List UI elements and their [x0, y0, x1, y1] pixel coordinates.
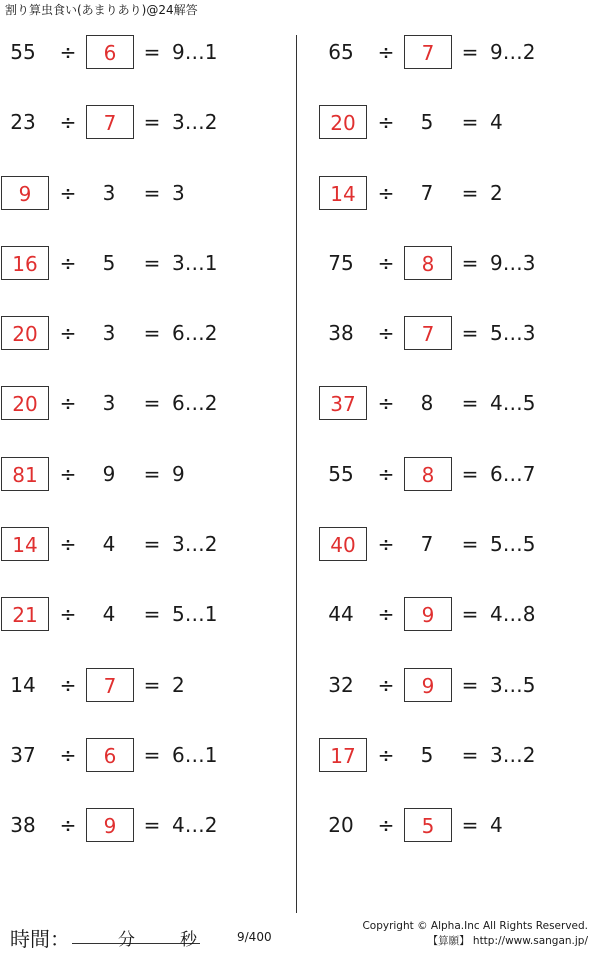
- quotient-remainder: 4…8: [490, 602, 536, 627]
- divide-sign: ÷: [377, 110, 395, 135]
- problem-row: [0, 158, 282, 228]
- divide-sign: ÷: [377, 602, 395, 627]
- equals-sign: =: [461, 461, 479, 486]
- problem-row: [0, 790, 282, 860]
- quotient-remainder: 3…5: [490, 672, 536, 697]
- divide-sign: ÷: [59, 40, 77, 64]
- divisor: 4: [102, 602, 116, 627]
- problem-row: [318, 509, 600, 579]
- page-number: 9/400: [237, 930, 272, 944]
- divide-sign: ÷: [59, 461, 77, 486]
- dividend: 65: [328, 40, 354, 64]
- problem-row: [0, 509, 282, 579]
- quotient-remainder: 5…3: [490, 321, 536, 346]
- equals-sign: =: [143, 321, 161, 346]
- dividend: 23: [10, 110, 36, 135]
- dividend: 55: [328, 461, 354, 486]
- dividend: 55: [10, 40, 36, 64]
- problem-row: [318, 17, 600, 87]
- problem-row: [0, 650, 282, 720]
- equals-sign: =: [461, 250, 479, 275]
- divide-sign: ÷: [377, 742, 395, 767]
- equals-sign: =: [461, 742, 479, 767]
- divide-sign: ÷: [377, 250, 395, 275]
- dividend-answer-box: 14: [319, 176, 367, 210]
- equals-sign: =: [143, 250, 161, 275]
- equals-sign: =: [143, 180, 161, 205]
- equals-sign: =: [461, 672, 479, 697]
- dividend-answer-box: 9: [1, 176, 49, 210]
- equals-sign: =: [143, 110, 161, 135]
- divide-sign: ÷: [59, 110, 77, 135]
- quotient-remainder: 2: [172, 672, 185, 697]
- divisor-answer-box: 7: [86, 105, 134, 139]
- divide-sign: ÷: [59, 672, 77, 697]
- problem-row: [0, 298, 282, 368]
- problem-row: [0, 439, 282, 509]
- equals-sign: =: [461, 602, 479, 627]
- divisor-answer-box: 6: [86, 738, 134, 772]
- dividend-answer-box: 20: [1, 386, 49, 420]
- dividend-answer-box: 20: [319, 105, 367, 139]
- time-label: 時間：: [10, 927, 70, 951]
- dividend: 20: [328, 813, 354, 838]
- problem-row: [318, 368, 600, 438]
- dividend: 38: [328, 321, 354, 346]
- divisor-answer-box: 7: [404, 316, 452, 350]
- problem-row: [0, 720, 282, 790]
- divisor-answer-box: 9: [86, 808, 134, 842]
- quotient-remainder: 5…5: [490, 532, 536, 557]
- quotient-remainder: 9…3: [490, 250, 536, 275]
- dividend-answer-box: 17: [319, 738, 367, 772]
- dividend-answer-box: 14: [1, 527, 49, 561]
- left-column: [0, 17, 282, 861]
- divisor-answer-box: 8: [404, 246, 452, 280]
- divide-sign: ÷: [59, 180, 77, 205]
- quotient-remainder: 9…2: [490, 40, 536, 64]
- equals-sign: =: [461, 321, 479, 346]
- quotient-remainder: 6…1: [172, 742, 218, 767]
- divide-sign: ÷: [377, 391, 395, 416]
- problem-row: [318, 158, 600, 228]
- quotient-remainder: 6…2: [172, 391, 218, 416]
- divide-sign: ÷: [59, 532, 77, 557]
- divide-sign: ÷: [377, 672, 395, 697]
- divisor: 5: [420, 742, 434, 767]
- seconds-label: 秒: [180, 930, 197, 950]
- right-column: [318, 17, 600, 861]
- divisor-answer-box: 6: [86, 35, 134, 69]
- divisor: 3: [102, 180, 116, 205]
- dividend-answer-box: 20: [1, 316, 49, 350]
- equals-sign: =: [461, 532, 479, 557]
- minutes-label: 分: [118, 930, 135, 950]
- divisor: 4: [102, 532, 116, 557]
- site-link[interactable]: 【算願】 http://www.sangan.jp/: [427, 935, 588, 947]
- quotient-remainder: 3…2: [172, 532, 218, 557]
- problem-row: [318, 790, 600, 860]
- equals-sign: =: [143, 532, 161, 557]
- problem-row: [318, 579, 600, 649]
- divisor-answer-box: 9: [404, 668, 452, 702]
- equals-sign: =: [461, 180, 479, 205]
- problem-row: [0, 368, 282, 438]
- quotient-remainder: 3…2: [490, 742, 536, 767]
- equals-sign: =: [461, 40, 479, 64]
- column-divider: [296, 35, 297, 913]
- problem-row: [318, 439, 600, 509]
- equals-sign: =: [143, 40, 161, 64]
- divide-sign: ÷: [59, 321, 77, 346]
- dividend-answer-box: 40: [319, 527, 367, 561]
- equals-sign: =: [143, 813, 161, 838]
- divisor: 3: [102, 391, 116, 416]
- divide-sign: ÷: [377, 321, 395, 346]
- divisor: 7: [420, 532, 434, 557]
- quotient-remainder: 9…1: [172, 40, 218, 64]
- divisor-answer-box: 7: [404, 35, 452, 69]
- divide-sign: ÷: [377, 813, 395, 838]
- dividend-answer-box: 16: [1, 246, 49, 280]
- dividend: 44: [328, 602, 354, 627]
- worksheet-title: 割り算虫食い(あまりあり)@24解答: [5, 3, 198, 17]
- problem-row: [0, 228, 282, 298]
- problem-row: [0, 17, 282, 87]
- divisor: 5: [420, 110, 434, 135]
- dividend: 75: [328, 250, 354, 275]
- quotient-remainder: 6…2: [172, 321, 218, 346]
- divide-sign: ÷: [377, 180, 395, 205]
- quotient-remainder: 4: [490, 813, 503, 838]
- problem-row: [318, 650, 600, 720]
- divide-sign: ÷: [59, 391, 77, 416]
- divisor: 8: [420, 391, 434, 416]
- quotient-remainder: 4: [490, 110, 503, 135]
- divide-sign: ÷: [59, 602, 77, 627]
- copyright-text: Copyright © Alpha.Inc All Rights Reserved.: [362, 920, 588, 932]
- quotient-remainder: 2: [490, 180, 503, 205]
- dividend: 38: [10, 813, 36, 838]
- quotient-remainder: 5…1: [172, 602, 218, 627]
- dividend-answer-box: 81: [1, 457, 49, 491]
- dividend: 32: [328, 672, 354, 697]
- quotient-remainder: 6…7: [490, 461, 536, 486]
- divide-sign: ÷: [377, 532, 395, 557]
- divide-sign: ÷: [377, 461, 395, 486]
- divide-sign: ÷: [59, 742, 77, 767]
- quotient-remainder: 4…2: [172, 813, 218, 838]
- dividend-answer-box: 21: [1, 597, 49, 631]
- problem-row: [318, 87, 600, 157]
- problem-row: [318, 298, 600, 368]
- divide-sign: ÷: [59, 250, 77, 275]
- equals-sign: =: [461, 391, 479, 416]
- equals-sign: =: [143, 742, 161, 767]
- divide-sign: ÷: [59, 813, 77, 838]
- problem-row: [318, 720, 600, 790]
- equals-sign: =: [461, 813, 479, 838]
- divisor-answer-box: 5: [404, 808, 452, 842]
- divide-sign: ÷: [377, 40, 395, 64]
- problem-row: [0, 87, 282, 157]
- quotient-remainder: 9: [172, 461, 185, 486]
- dividend: 14: [10, 672, 36, 697]
- quotient-remainder: 3…2: [172, 110, 218, 135]
- divisor-answer-box: 7: [86, 668, 134, 702]
- dividend: 37: [10, 742, 36, 767]
- problem-row: [0, 579, 282, 649]
- quotient-remainder: 4…5: [490, 391, 536, 416]
- problem-row: [318, 228, 600, 298]
- equals-sign: =: [143, 391, 161, 416]
- divisor: 9: [102, 461, 116, 486]
- equals-sign: =: [143, 602, 161, 627]
- equals-sign: =: [461, 110, 479, 135]
- dividend-answer-box: 37: [319, 386, 367, 420]
- equals-sign: =: [143, 672, 161, 697]
- divisor: 3: [102, 321, 116, 346]
- equals-sign: =: [143, 461, 161, 486]
- divisor: 7: [420, 180, 434, 205]
- divisor-answer-box: 8: [404, 457, 452, 491]
- quotient-remainder: 3…1: [172, 250, 218, 275]
- quotient-remainder: 3: [172, 180, 185, 205]
- divisor-answer-box: 9: [404, 597, 452, 631]
- divisor: 5: [102, 250, 116, 275]
- copyright-block: [362, 919, 588, 949]
